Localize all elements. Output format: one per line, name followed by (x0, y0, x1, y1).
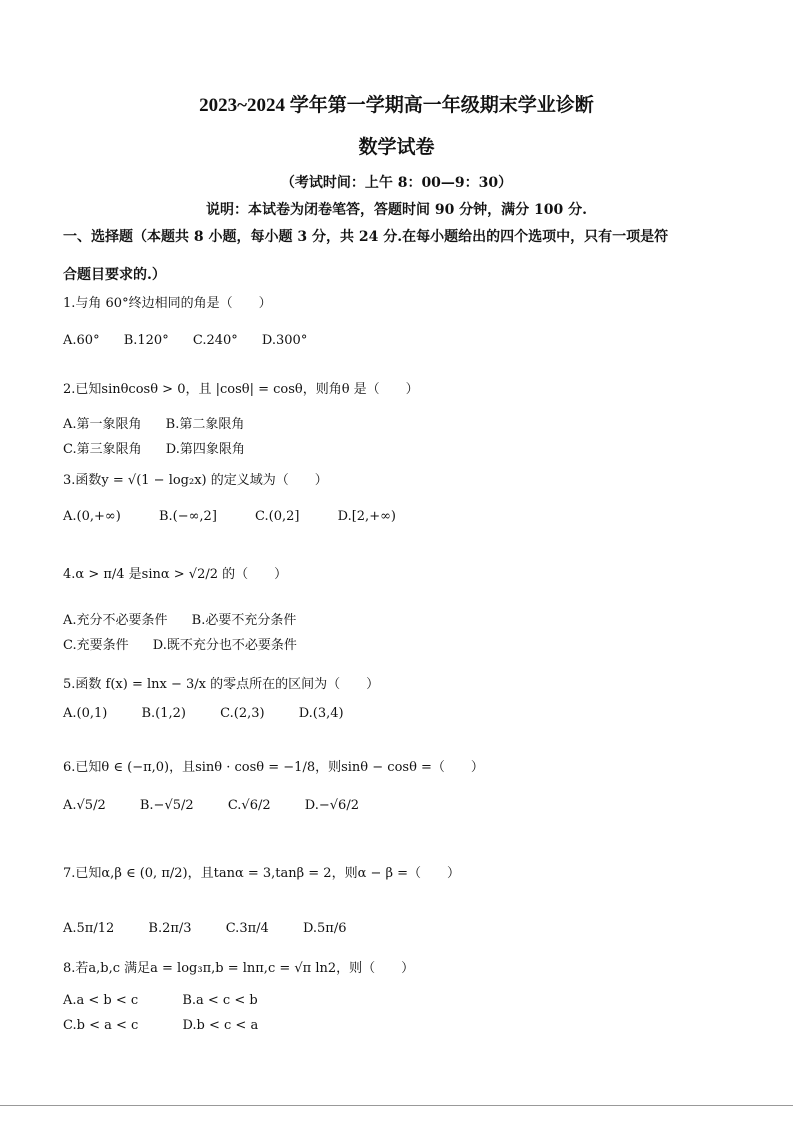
option-d: D.300° (261, 333, 308, 348)
option-b: B.第二象限角 (165, 417, 245, 432)
question-8-stem: 8.若a,b,c 满足a = log₃π,b = lnπ,c = √π ln2，则（ ） (63, 961, 415, 976)
option-a: A.(0,1) (63, 706, 108, 721)
option-b: B.(−∞,2] (158, 509, 217, 524)
option-a: A.第一象限角 (63, 417, 142, 432)
option-b: B.a < c < b (182, 993, 258, 1008)
option-c: C.第三象限角 (63, 442, 142, 457)
question-4-stem: 4.α > π/4 是sinα > √2/2 的（ ） (63, 567, 288, 582)
exam-title: 2023~2024 学年第一学期高一年级期末学业诊断 (199, 95, 594, 116)
question-6-options (63, 798, 379, 813)
option-d: D.[2,+∞) (337, 509, 396, 524)
option-a: A.a < b < c (63, 993, 139, 1008)
option-b: B.2π/3 (148, 921, 192, 936)
question-3-stem: 3.函数y = √(1 − log₂x) 的定义域为（ ） (63, 473, 328, 488)
option-a: A.充分不必要条件 (63, 613, 168, 628)
option-b: B.必要不充分条件 (191, 613, 297, 628)
option-a: A.(0,+∞) (63, 509, 121, 524)
question-7-options (63, 921, 367, 936)
option-c: C.3π/4 (225, 921, 269, 936)
question-5-stem: 5.函数 f(x) = lnx − 3/x 的零点所在的区间为（ ） (63, 677, 380, 692)
option-c: C.(0,2] (255, 509, 300, 524)
question-5-options (63, 706, 364, 721)
question-3-options (63, 509, 416, 524)
option-c: C.√6/2 (227, 798, 271, 813)
option-b: B.(1,2) (141, 706, 186, 721)
option-d: D.b < c < a (182, 1018, 259, 1033)
option-a: A.60° (63, 333, 100, 348)
question-4-options-row1 (63, 609, 316, 628)
option-d: D.−√6/2 (304, 798, 359, 813)
question-1-stem: 1.与角 60°终边相同的角是（ ） (63, 296, 272, 311)
question-2-options-row2 (63, 438, 265, 457)
question-8-options-row2 (63, 1018, 278, 1033)
option-c: C.b < a < c (63, 1018, 139, 1033)
question-1-options (63, 333, 327, 348)
option-c: C.充要条件 (63, 638, 129, 653)
question-2-stem: 2.已知sinθcosθ > 0，且 |cosθ| = cosθ，则角θ 是（ ） (63, 382, 419, 397)
option-d: D.既不充分也不必要条件 (152, 638, 297, 653)
option-b: B.−√5/2 (139, 798, 194, 813)
option-c: C.(2,3) (220, 706, 265, 721)
option-a: A.5π/12 (63, 921, 115, 936)
option-a: A.√5/2 (63, 798, 106, 813)
question-8-options-row1 (63, 993, 278, 1008)
question-4-options-row2 (63, 634, 317, 653)
exam-note: 说明：本试卷为闭卷笔答，答题时间 90 分钟，满分 100 分. (205, 202, 588, 218)
section-heading-line2: 合题目要求的.） (63, 267, 166, 283)
option-c: C.240° (192, 333, 238, 348)
exam-time: （考试时间：上午 8：00—9：30） (280, 175, 513, 191)
option-d: D.第四象限角 (165, 442, 245, 457)
question-2-options-row1 (63, 413, 264, 432)
page-bottom-divider (0, 1105, 793, 1106)
question-7-stem: 7.已知α,β ∈ (0, π/2)，且tanα = 3,tanβ = 2，则α − β =（ ） (63, 866, 461, 881)
option-b: B.120° (123, 333, 169, 348)
option-d: D.5π/6 (302, 921, 347, 936)
option-d: D.(3,4) (298, 706, 344, 721)
section-heading-line1: 一、选择题（本题共 8 小题，每小题 3 分，共 24 分.在每小题给出的四个选项中，只有一项是符 (63, 229, 669, 245)
question-6-stem: 6.已知θ ∈ (−π,0)，且sinθ · cosθ = −1/8，则sinθ − cosθ =（ ） (63, 760, 484, 775)
exam-subject: 数学试卷 (358, 137, 435, 158)
